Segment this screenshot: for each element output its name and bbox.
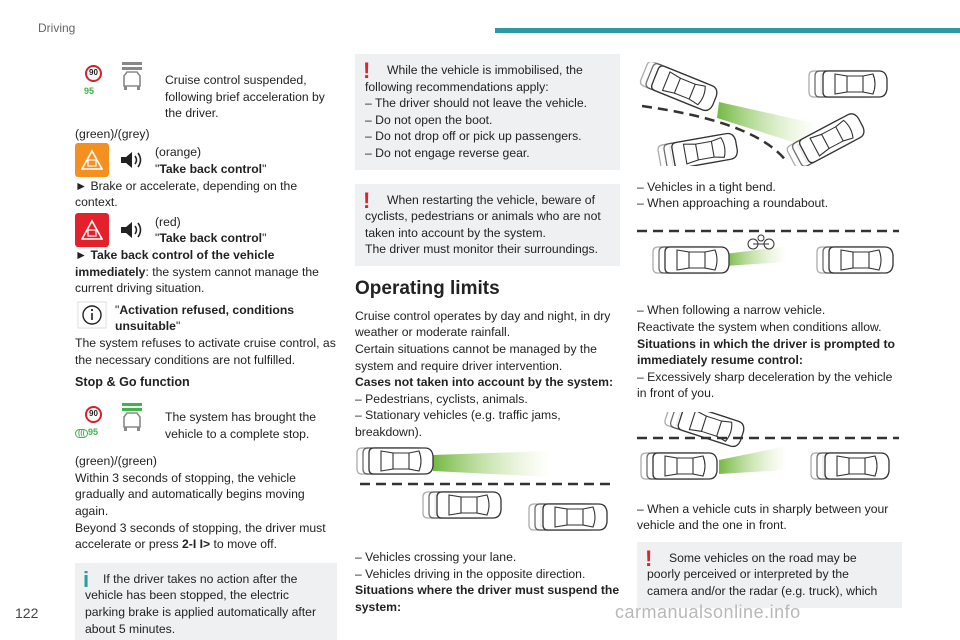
warning-note-text: Some vehicles on the road may be poorly perceived or interpreted by the camera and/or the radar (e.g. truck), which (647, 550, 878, 598)
warning-note-perception (637, 542, 902, 608)
speaker-icon (115, 143, 149, 177)
speed-indicator-icon (75, 395, 113, 447)
speed-setting-value: 95 (84, 86, 95, 96)
column-2 (355, 54, 620, 615)
crossing-vehicles-illustration (355, 447, 620, 537)
tight-bend-illustration (637, 62, 902, 166)
speaker-icon (115, 213, 149, 247)
limits-text: Cruise control operates by day and night, in dry weather or moderate rainfall. (355, 308, 611, 340)
cyclist-icon (748, 235, 774, 249)
info-icon (75, 300, 109, 330)
warning-item: – Do not drop off or pick up passengers. (365, 129, 582, 144)
refused-quote: "Activation refused, conditions unsuitable" (115, 302, 295, 334)
take-control-orange-icon (75, 143, 109, 177)
column-1 (75, 54, 337, 640)
red-label: (red) (155, 214, 181, 229)
list-item: – Vehicles driving in the opposite direction. (355, 566, 586, 581)
warning-icon: ! (363, 58, 371, 83)
prompted-heading: Situations in which the driver is prompted to immediately resume control: (637, 336, 895, 368)
speed-setting-value: ((( 95 (75, 426, 98, 439)
list-item: – Stationary vehicles (e.g. traffic jams, breakdown). (355, 408, 561, 439)
warning-note-text: When restarting the vehicle, beware of cyclists, pedestrians or animals who are not taken into account by the system. (365, 192, 601, 240)
green-grey-label: (green)/(grey) (75, 126, 150, 141)
cruise-suspended-row (75, 54, 337, 122)
info-note-parking-brake (75, 563, 337, 640)
not-taken-heading: Cases not taken into account by the system: (355, 375, 614, 390)
green-green-label: (green)/(green) (75, 454, 157, 469)
warning-icon: ! (645, 545, 653, 571)
warning-note-text: While the vehicle is immobilised, the following recommendations apply: (365, 63, 583, 94)
limits-text: Certain situations cannot be managed by the system and require driver intervention. (355, 341, 597, 373)
watermark: carmanualsonline.info (615, 602, 801, 622)
cruise-suspended-text: Cruise control suspended, following brief acceleration by the driver. (165, 73, 325, 121)
brake-accelerate-text: ► Brake or accelerate, depending on the context. (75, 178, 298, 210)
refused-row (75, 300, 337, 335)
car-front-icon (121, 62, 143, 96)
refused-description: The system refuses to activate cruise control, as the necessary conditions are not fulfilled. (75, 335, 336, 367)
stopped-row (75, 395, 337, 447)
warning-icon: ! (363, 187, 371, 213)
orange-alert-row (75, 143, 337, 177)
speed-setting-circle: 90 (85, 65, 102, 82)
operating-limits-heading: Operating limits (355, 277, 500, 299)
speed-setting-circle: 90 (85, 406, 102, 423)
info-note-text: If the driver takes no action after the vehicle has been stopped, the electric parking brake is applied automatically after about 5 minutes. (85, 571, 317, 636)
list-item: – When a vehicle cuts in sharply between your vehicle and the one in front. (637, 501, 889, 533)
warning-item: – The driver should not leave the vehicle. (365, 96, 587, 111)
stop-go-heading: Stop & Go function (75, 375, 190, 390)
reactivate-text: Reactivate the system when conditions allow. (637, 319, 882, 334)
list-item: – When approaching a roundabout. (637, 196, 829, 211)
orange-label: (orange) (155, 145, 202, 160)
take-back-quote-red: "Take back control" (155, 231, 267, 246)
suspend-heading: Situations where the driver must suspend the system: (355, 583, 620, 614)
column-3 (637, 54, 902, 608)
take-control-red-icon (75, 213, 109, 247)
car-front-icon (121, 403, 143, 437)
list-item: – Excessively sharp deceleration by the vehicle in front of you. (637, 369, 893, 401)
warning-note-text: The driver must monitor their surroundings. (365, 242, 599, 257)
list-item: – When following a narrow vehicle. (637, 303, 826, 318)
page-number: 122 (15, 605, 39, 621)
warning-item: – Do not open the boot. (365, 112, 493, 127)
warning-note-restarting (355, 184, 620, 266)
take-back-immediately-text: ► Take back control of the vehicle immediately: the system cannot manage the current driving situation. (75, 247, 319, 296)
speed-indicator-icon (75, 54, 113, 106)
within-3-seconds-text: Within 3 seconds of stopping, the vehicle gradually and automatically begins moving again. (75, 470, 305, 518)
info-note-icon: i (83, 566, 90, 592)
cut-in-illustration (637, 412, 902, 484)
take-back-quote-orange: "Take back control" (155, 161, 267, 176)
list-item: – Vehicles in a tight bend. (637, 179, 776, 194)
list-item: – Vehicles crossing your lane. (355, 550, 517, 565)
red-alert-row (75, 213, 337, 247)
stopped-text: The system has brought the vehicle to a complete stop. (165, 410, 317, 441)
warning-item: – Do not engage reverse gear. (365, 145, 530, 160)
section-title: Driving (38, 21, 76, 35)
list-item: – Pedestrians, cyclists, animals. (355, 391, 528, 406)
beyond-3-seconds-text: Beyond 3 seconds of stopping, the driver must accelerate or press 2-I I> to move off. (75, 520, 326, 552)
warning-note-immobilised (355, 54, 620, 170)
header-accent-bar (495, 28, 960, 33)
narrow-vehicle-illustration (637, 226, 902, 284)
